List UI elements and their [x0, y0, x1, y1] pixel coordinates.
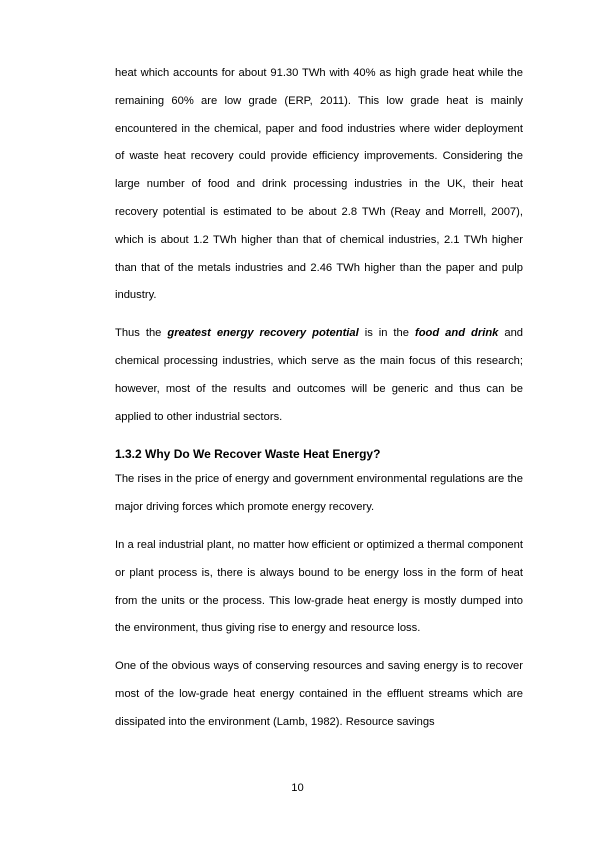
text-span: is in the — [358, 327, 415, 340]
paragraph-energy-loss: In a real industrial plant, no matter how efficient or optimized a thermal component or plant process is, there is always bound to be energy loss in the form of heat from the units or the process. This low-grade heat energy is mostly dumped into the environment, thus giving rise to energy and resource loss. — [115, 538, 523, 635]
page-number: 10 — [291, 782, 304, 794]
text-span: and chemical processing industries, which serve as the main focus of this research; however, most of the results and outcomes will be generic and thus can be applied to other industrial sectors. — [115, 327, 524, 423]
section-heading: 1.3.2 Why Do We Recover Waste Heat Energy? — [115, 447, 381, 462]
paragraph-focus — [115, 320, 523, 431]
emphasis-energy-recovery: greatest energy recovery potential — [167, 327, 359, 340]
text-span: Thus the — [115, 327, 168, 340]
paragraph-conserving-resources: One of the obvious ways of conserving resources and saving energy is to recover most of the low-grade heat energy contained in the effluent streams which are dissipated into the environment (Lamb, 1982). Resource savings — [115, 660, 523, 728]
paragraph-driving-forces: The rises in the price of energy and government environmental regulations are the major driving forces which promote energy recovery. — [115, 473, 523, 514]
paragraph-heat-potential: heat which accounts for about 91.30 TWh with 40% as high grade heat while the remaining 60% are low grade (ERP, 2011). This low grade heat is mainly encountered in the chemical, paper and food industries where wider deployment of waste heat recovery could provide efficiency improvements. Considering the large number of food and drink processing industries in the UK, their heat recovery potential is estimated to be about 2.8 TWh (Reay and Morrell, 2007), which is about 1.2 TWh higher than that of chemical industries, 2.1 TWh higher than that of the metals industries and 2.46 TWh higher than the paper and pulp industry. — [115, 67, 523, 302]
emphasis-food-drink: food and drink — [414, 327, 499, 340]
page-body — [115, 60, 523, 737]
